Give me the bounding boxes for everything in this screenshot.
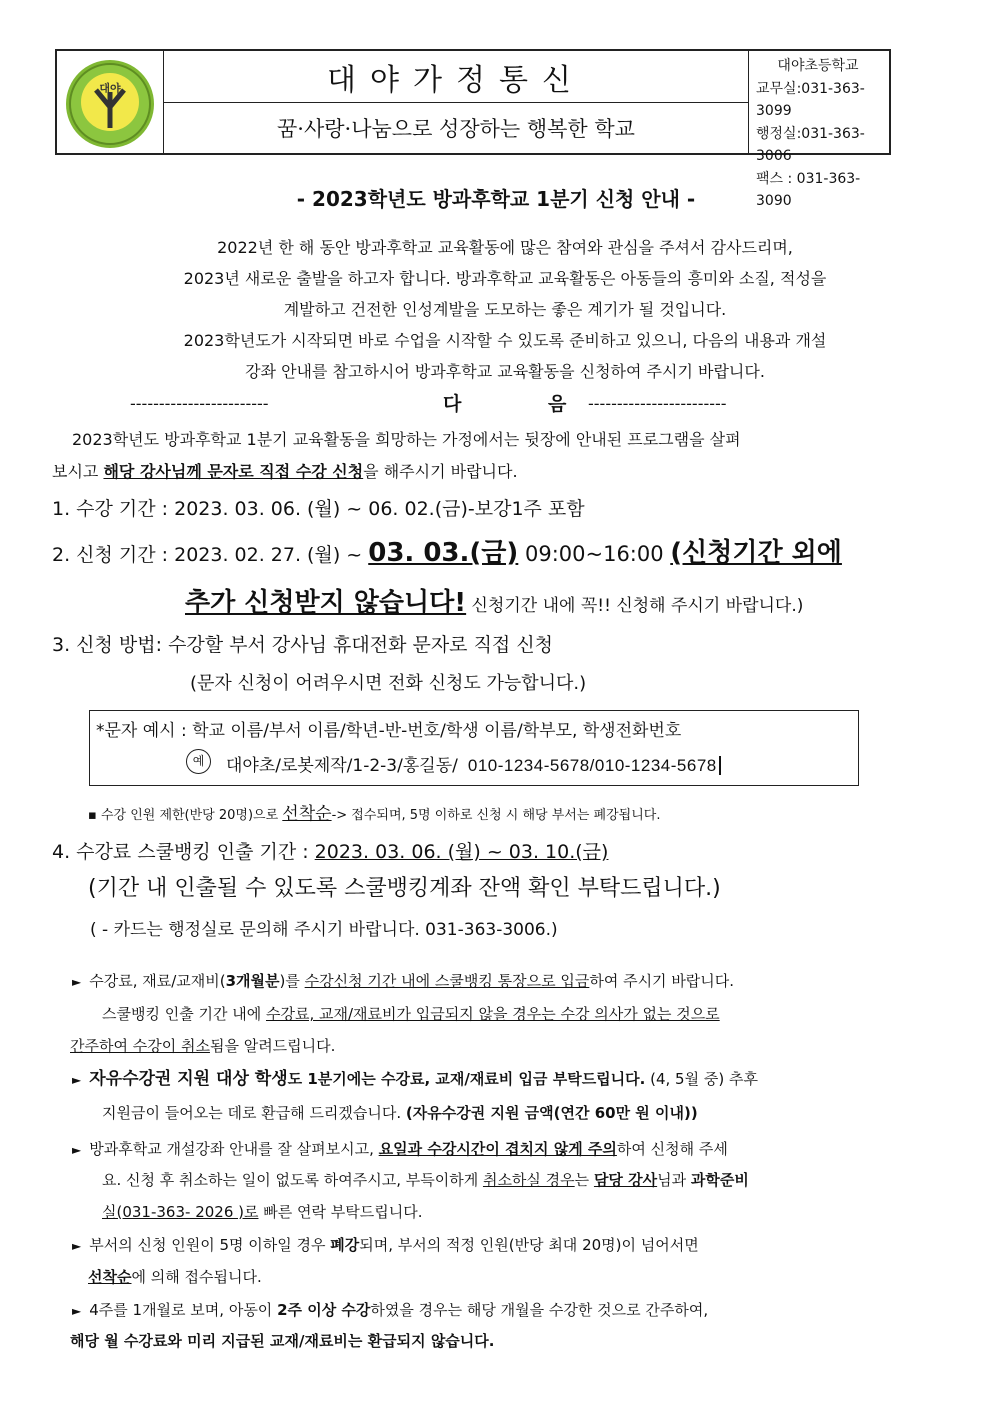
bullet-text: 수강료, 재료/교재비( xyxy=(89,972,226,990)
bullet-3 xyxy=(72,1138,728,1161)
apply-deadline: 03. 03.(금) xyxy=(368,538,519,568)
newsletter-title: 대야가정통신 xyxy=(164,51,749,103)
sms-example-box xyxy=(89,710,859,786)
example-text: 대야초/로봇제작/1-2-3/홍길동/ xyxy=(226,756,458,776)
item-apply-period xyxy=(52,540,842,568)
school-motto: 꿈·사랑·나눔으로 성장하는 행복한 학교 xyxy=(164,103,749,153)
divider-left: ------------------------ xyxy=(130,394,269,413)
bullet-4-line2 xyxy=(88,1266,262,1288)
item-card-note: ( - 카드는 행정실로 문의해 주시기 바랍니다. 031-363-3006.) xyxy=(90,920,558,940)
apply-tail: 신청기간 내에 꼭!! 신청해 주시기 바랍니다.) xyxy=(466,596,804,616)
bullet-bold: 폐강 xyxy=(330,1236,360,1254)
triangle-bullet-icon: ► xyxy=(72,1239,82,1253)
item-apply-warning xyxy=(185,590,803,619)
withdrawal-period: 2023. 03. 06. (월) ~ 03. 10.(금) xyxy=(314,841,609,863)
triangle-bullet-icon: ► xyxy=(72,1304,82,1318)
bullet-text: 하였을 경우는 해당 개월을 수강한 것으로 간주하여, xyxy=(370,1301,709,1319)
bullet-bold: 과학준비 xyxy=(690,1171,749,1189)
limit-emphasis: 선착순 xyxy=(282,804,332,824)
item-period: 1. 수강 기간 : 2023. 03. 06. (월) ~ 06. 02.(금)-보강1주 포함 xyxy=(52,498,585,520)
intro-line: 강좌 안내를 참고하시어 방과후학교 교육활동을 신청하여 주시기 바랍니다. xyxy=(245,362,765,381)
bullet-1 xyxy=(72,970,734,993)
bullet-text: 4주를 1개월로 보며, 아동이 xyxy=(89,1301,278,1319)
bullet-underline: 선착순 xyxy=(88,1268,132,1286)
divider-label: 다 음 xyxy=(443,393,607,415)
bullet-text: )를 xyxy=(279,972,305,990)
example-mark-icon: 예 xyxy=(186,749,211,774)
bullet-4 xyxy=(72,1234,699,1257)
bullet-5-line2: 해당 월 수강료와 미리 지급된 교재/재료비는 환급되지 않습니다. xyxy=(70,1332,495,1350)
school-logo-icon xyxy=(58,52,162,152)
bullet-3-line3 xyxy=(102,1201,422,1223)
school-name: 대야초등학교 xyxy=(777,58,859,74)
bullet-2 xyxy=(72,1068,758,1091)
contact-line: 행정실:031-363-3006 xyxy=(756,125,865,164)
para-line xyxy=(52,461,518,483)
bullet-underline: 담당 강사 xyxy=(593,1171,658,1189)
para-text: 을 해주시기 바랍니다. xyxy=(363,462,518,481)
bullet-text: 에 의해 접수됩니다. xyxy=(131,1268,262,1286)
bullet-text: 스쿨뱅킹 인출 기간 내에 xyxy=(102,1005,266,1023)
intro-line: 2023년 새로운 출발을 하고자 합니다. 방과후학교 교육활동은 아동들의 흥미와 소질, 적성을 xyxy=(183,269,827,288)
apply-time: 09:00~16:00 xyxy=(518,542,671,566)
logo-cell xyxy=(57,51,164,153)
para-text: 보시고 xyxy=(52,462,104,481)
item-method-sub: (문자 신청이 어려우시면 전화 신청도 가능합니다.) xyxy=(190,673,587,694)
bullet-3-line2 xyxy=(102,1169,749,1191)
bullet-underline: 취소하실 경우 xyxy=(482,1171,575,1189)
limit-text: ▪ 수강 인원 제한(반당 20명)으로 xyxy=(88,808,283,823)
limit-note xyxy=(88,803,660,827)
logo-text: 대야 xyxy=(99,82,121,95)
bullet-underline: 간주하여 수강이 취소 xyxy=(70,1037,210,1055)
withdrawal-text: 4. 수강료 스쿨뱅킹 인출 기간 : xyxy=(52,841,315,863)
item-withdrawal xyxy=(52,839,608,865)
limit-text: -> 접수되며, 5명 이하로 신청 시 해당 부서는 폐강됩니다. xyxy=(331,808,661,823)
bullet-text: 지원금이 들어오는 데로 환급해 드리겠습니다. xyxy=(102,1104,406,1122)
divider-right: ------------------------ xyxy=(588,394,727,413)
triangle-bullet-icon: ► xyxy=(72,1143,82,1157)
para-emphasis: 해당 강사님께 문자로 직접 수강 신청 xyxy=(103,462,364,481)
bullet-text: 요. 신청 후 취소하는 일이 없도록 하여주시고, 부득이하게 xyxy=(102,1171,483,1189)
triangle-bullet-icon: ► xyxy=(72,975,82,989)
notice-title: - 2023학년도 방과후학교 1분기 신청 안내 - xyxy=(296,187,696,211)
sms-example-value xyxy=(226,751,721,776)
bullet-bold: 2주 이상 수강 xyxy=(277,1301,371,1319)
bullet-text: 되며, 부서의 적정 인원(반당 최대 20명)이 넘어서면 xyxy=(359,1236,699,1254)
bullet-underline: 수강료, 교재/재료비가 입금되지 않을 경우는 수강 의사가 없는 것으로 xyxy=(265,1005,720,1023)
para-line: 2023학년도 방과후학교 1분기 교육활동을 희망하는 가정에서는 뒷장에 안내된 프로그램을 살펴 xyxy=(72,430,741,449)
bullet-text: 됨을 알려드립니다. xyxy=(209,1037,336,1055)
bullet-bold: 자유수강권 지원 대상 학생 xyxy=(89,1069,288,1089)
apply-warning: 추가 신청받지 않습니다! xyxy=(185,588,467,618)
contact-line: 교무실:031-363-3099 xyxy=(756,80,865,119)
item-withdrawal-sub: (기간 내 인출될 수 있도록 스쿨뱅킹계좌 잔액 확인 부탁드립니다.) xyxy=(88,876,721,901)
bullet-bold: 3개월분 xyxy=(225,972,280,990)
example-phone: 010-1234-5678/010-1234-5678 xyxy=(468,756,721,775)
bullet-bold: (자유수강권 지원 금액(연간 60만 원 이내)) xyxy=(405,1104,698,1122)
bullet-underline: 실(031-363- 2026 )로 xyxy=(102,1203,259,1221)
bullet-5 xyxy=(72,1299,708,1322)
apply-warning: (신청기간 외에 xyxy=(670,538,842,568)
item-method: 3. 신청 방법: 수강할 부서 강사님 휴대전화 문자로 직접 신청 xyxy=(52,634,554,656)
intro-line: 2023학년도가 시작되면 바로 수업을 시작할 수 있도록 준비하고 있으니, 다음의 내용과 개설 xyxy=(183,331,827,350)
bullet-text: 방과후학교 개설강좌 안내를 잘 살펴보시고, xyxy=(89,1140,379,1158)
triangle-bullet-icon: ► xyxy=(72,1073,82,1087)
bullet-text: 는 xyxy=(574,1171,594,1189)
bullet-text: 하여 신청해 주세 xyxy=(616,1140,728,1158)
apply-text: 2. 신청 기간 : 2023. 02. 27. (월) ~ xyxy=(52,544,369,566)
bullet-text: 하여 주시기 바랍니다. xyxy=(589,972,735,990)
bullet-1-line3 xyxy=(70,1035,335,1057)
bullet-underline: 요일과 수강시간이 겹치지 않게 주의 xyxy=(378,1140,617,1158)
bullet-text: 부서의 신청 인원이 5명 이하일 경우 xyxy=(89,1236,331,1254)
sms-example-format: *문자 예시 : 학교 이름/부서 이름/학년-반-번호/학생 이름/학부모, 학생전화번호 xyxy=(96,721,682,741)
bullet-1-line2 xyxy=(102,1003,720,1025)
intro-line: 계발하고 건전한 인성계발을 도모하는 좋은 계기가 될 것입니다. xyxy=(283,300,727,319)
bullet-text: 님과 xyxy=(657,1171,691,1189)
bullet-2-line2 xyxy=(102,1102,698,1124)
bullet-text: 빠른 연락 부탁드립니다. xyxy=(258,1203,423,1221)
bullet-bold: 도 1분기에는 수강료, 교재/재료비 입금 부탁드립니다. xyxy=(287,1070,646,1088)
intro-line: 2022년 한 해 동안 방과후학교 교육활동에 많은 참여와 관심을 주셔서 감사드리며, xyxy=(217,238,793,257)
bullet-underline: 수강신청 기간 내에 스쿨뱅킹 통장으로 입금 xyxy=(304,972,590,990)
contact-line: 팩스 : 031-363-3090 xyxy=(756,170,861,209)
bullet-text: (4, 5월 중) 추후 xyxy=(645,1070,758,1088)
